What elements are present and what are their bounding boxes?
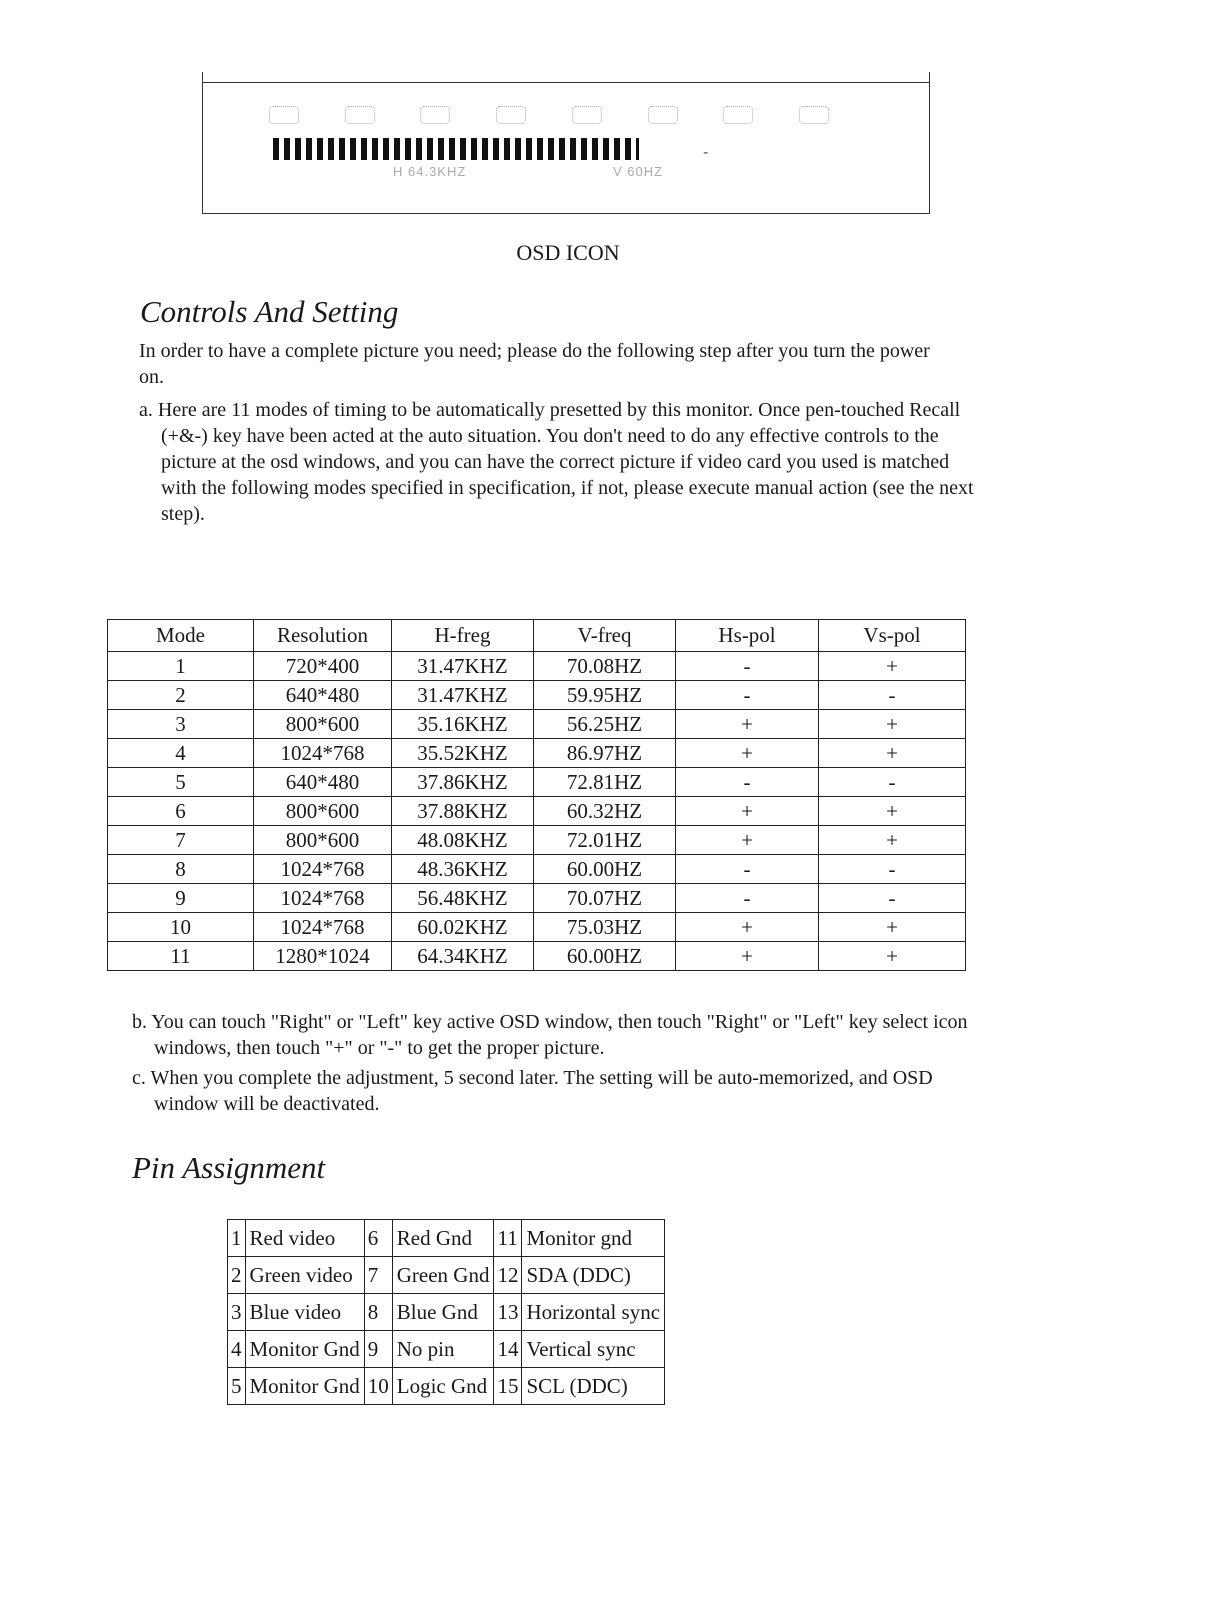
pin-signal: Horizontal sync	[522, 1294, 665, 1331]
pin-number: 13	[494, 1294, 522, 1331]
v-position-icon	[496, 106, 526, 124]
pin-number: 3	[228, 1294, 246, 1331]
cell-vs-pol: +	[819, 942, 966, 971]
cell-hs-pol: -	[676, 855, 819, 884]
cell-hs-pol: -	[676, 652, 819, 681]
pin-signal: Monitor Gnd	[245, 1368, 364, 1405]
cell-h-freq: 37.88KHZ	[392, 797, 534, 826]
cell-h-freq: 48.36KHZ	[392, 855, 534, 884]
cell-hs-pol: +	[676, 797, 819, 826]
controls-item-a: a. Here are 11 modes of timing to be automatically presetted by this monitor. Once pen-touched Recall (+&-) key have been acted at the auto situation. You don't need to do any effective controls to the picture at the osd windows, and you can have the correct picture if video card you used is matched with the following modes specified in specification, if not, please execute manual action (see the next step).	[139, 399, 974, 525]
pin-number: 15	[494, 1368, 522, 1405]
cell-mode: 9	[108, 884, 254, 913]
pin-number: 10	[364, 1368, 392, 1405]
pin-signal: Vertical sync	[522, 1331, 665, 1368]
h-position-icon	[420, 106, 450, 124]
header-h-freq: H-freg	[392, 620, 534, 652]
cell-h-freq: 56.48KHZ	[392, 884, 534, 913]
cell-v-freq: 75.03HZ	[534, 913, 676, 942]
cell-resolution: 800*600	[254, 826, 392, 855]
pin-number: 8	[364, 1294, 392, 1331]
cell-resolution: 1024*768	[254, 855, 392, 884]
osd-caption: OSD ICON	[516, 240, 620, 265]
osd-bottom-line	[203, 213, 929, 214]
timing-modes-table	[107, 619, 966, 971]
cell-resolution: 800*600	[254, 797, 392, 826]
cell-mode: 4	[108, 739, 254, 768]
pin-signal: Green Gnd	[392, 1257, 494, 1294]
cell-vs-pol: +	[819, 913, 966, 942]
pin-number: 7	[364, 1257, 392, 1294]
cell-v-freq: 56.25HZ	[534, 710, 676, 739]
pin-signal: SDA (DDC)	[522, 1257, 665, 1294]
pin-signal: Monitor Gnd	[245, 1331, 364, 1368]
cell-hs-pol: +	[676, 826, 819, 855]
controls-intro: In order to have a complete picture you need; please do the following step after you turn the power on.	[139, 340, 930, 388]
cell-vs-pol: +	[819, 797, 966, 826]
pin-number: 11	[494, 1220, 522, 1257]
table-row	[108, 652, 966, 681]
cell-mode: 3	[108, 710, 254, 739]
cell-resolution: 1024*768	[254, 884, 392, 913]
pin-signal: Logic Gnd	[392, 1368, 494, 1405]
cell-h-freq: 60.02KHZ	[392, 913, 534, 942]
table-row	[228, 1368, 665, 1405]
brightness-icon	[345, 106, 375, 124]
pin-signal: SCL (DDC)	[522, 1368, 665, 1405]
pin-signal: Red video	[245, 1220, 364, 1257]
cell-mode: 8	[108, 855, 254, 884]
cell-h-freq: 31.47KHZ	[392, 681, 534, 710]
cell-resolution: 640*480	[254, 681, 392, 710]
pin-signal: Monitor gnd	[522, 1220, 665, 1257]
table-row	[108, 710, 966, 739]
controls-item-c: c. When you complete the adjustment, 5 second later. The setting will be auto-memorized, and OSD window will be deactivated.	[132, 1067, 933, 1115]
header-v-freq: V-freq	[534, 620, 676, 652]
header-vs-pol: Vs-pol	[819, 620, 966, 652]
header-mode: Mode	[108, 620, 254, 652]
cell-v-freq: 60.00HZ	[534, 855, 676, 884]
cell-h-freq: 64.34KHZ	[392, 942, 534, 971]
pin-number: 2	[228, 1257, 246, 1294]
cell-vs-pol: +	[819, 739, 966, 768]
pin-signal: Red Gnd	[392, 1220, 494, 1257]
cell-vs-pol: -	[819, 768, 966, 797]
cell-h-freq: 35.52KHZ	[392, 739, 534, 768]
pin-number: 14	[494, 1331, 522, 1368]
osd-h-readout: H 64.3KHZ	[393, 164, 467, 179]
cell-v-freq: 70.07HZ	[534, 884, 676, 913]
cell-hs-pol: +	[676, 913, 819, 942]
cell-h-freq: 37.86KHZ	[392, 768, 534, 797]
cell-vs-pol: -	[819, 681, 966, 710]
table-row	[228, 1257, 665, 1294]
table-row	[108, 826, 966, 855]
cell-mode: 1	[108, 652, 254, 681]
table-row	[108, 681, 966, 710]
cell-v-freq: 70.08HZ	[534, 652, 676, 681]
cell-resolution: 1280*1024	[254, 942, 392, 971]
cell-mode: 7	[108, 826, 254, 855]
osd-window-illustration	[202, 72, 930, 214]
cell-hs-pol: +	[676, 739, 819, 768]
table-row	[108, 913, 966, 942]
cell-hs-pol: -	[676, 768, 819, 797]
pin-number: 6	[364, 1220, 392, 1257]
cell-resolution: 640*480	[254, 768, 392, 797]
cell-v-freq: 72.01HZ	[534, 826, 676, 855]
cell-vs-pol: -	[819, 884, 966, 913]
table-row	[228, 1220, 665, 1257]
recall-icon	[799, 106, 829, 124]
pin-signal: Blue video	[245, 1294, 364, 1331]
cell-vs-pol: +	[819, 710, 966, 739]
cell-v-freq: 59.95HZ	[534, 681, 676, 710]
header-resolution: Resolution	[254, 620, 392, 652]
v-size-icon	[648, 106, 678, 124]
pin-number: 1	[228, 1220, 246, 1257]
cell-v-freq: 60.32HZ	[534, 797, 676, 826]
controls-heading: Controls And Setting	[140, 294, 399, 329]
cell-vs-pol: +	[819, 826, 966, 855]
cell-resolution: 1024*768	[254, 739, 392, 768]
cell-mode: 11	[108, 942, 254, 971]
cell-v-freq: 72.81HZ	[534, 768, 676, 797]
cell-hs-pol: +	[676, 710, 819, 739]
table-row	[108, 942, 966, 971]
pin-number: 12	[494, 1257, 522, 1294]
header-hs-pol: Hs-pol	[676, 620, 819, 652]
pincushion-icon	[723, 106, 753, 124]
osd-icon-row	[269, 106, 829, 128]
cell-resolution: 720*400	[254, 652, 392, 681]
cell-hs-pol: -	[676, 884, 819, 913]
cell-resolution: 1024*768	[254, 913, 392, 942]
table-row	[228, 1294, 665, 1331]
table-row	[108, 797, 966, 826]
controls-item-b: b. You can touch "Right" or "Left" key active OSD window, then touch "Right" or "Left" key select icon windows, then touch "+" or "-" to get the proper picture.	[132, 1011, 968, 1059]
cell-mode: 6	[108, 797, 254, 826]
cell-v-freq: 60.00HZ	[534, 942, 676, 971]
cell-mode: 10	[108, 913, 254, 942]
cell-vs-pol: -	[819, 855, 966, 884]
osd-minus-label: -	[703, 144, 709, 161]
pin-assignment-table	[227, 1219, 665, 1405]
cell-mode: 2	[108, 681, 254, 710]
cell-hs-pol: -	[676, 681, 819, 710]
cell-h-freq: 35.16KHZ	[392, 710, 534, 739]
pin-number: 9	[364, 1331, 392, 1368]
pin-number: 4	[228, 1331, 246, 1368]
pin-assignment-heading: Pin Assignment	[132, 1150, 326, 1185]
osd-v-readout: V 60HZ	[613, 164, 664, 179]
cell-mode: 5	[108, 768, 254, 797]
cell-v-freq: 86.97HZ	[534, 739, 676, 768]
cell-resolution: 800*600	[254, 710, 392, 739]
h-size-icon	[572, 106, 602, 124]
table-row	[108, 855, 966, 884]
table-row	[108, 739, 966, 768]
osd-top-line	[203, 82, 929, 83]
pin-signal: Green video	[245, 1257, 364, 1294]
pin-number: 5	[228, 1368, 246, 1405]
table-row	[108, 884, 966, 913]
cell-vs-pol: +	[819, 652, 966, 681]
pin-signal: No pin	[392, 1331, 494, 1368]
cell-hs-pol: +	[676, 942, 819, 971]
cell-h-freq: 48.08KHZ	[392, 826, 534, 855]
table-row	[108, 768, 966, 797]
contrast-icon	[269, 106, 299, 124]
table-row	[228, 1331, 665, 1368]
cell-h-freq: 31.47KHZ	[392, 652, 534, 681]
timing-table-header	[108, 620, 966, 652]
osd-level-bar	[273, 138, 639, 160]
pin-signal: Blue Gnd	[392, 1294, 494, 1331]
